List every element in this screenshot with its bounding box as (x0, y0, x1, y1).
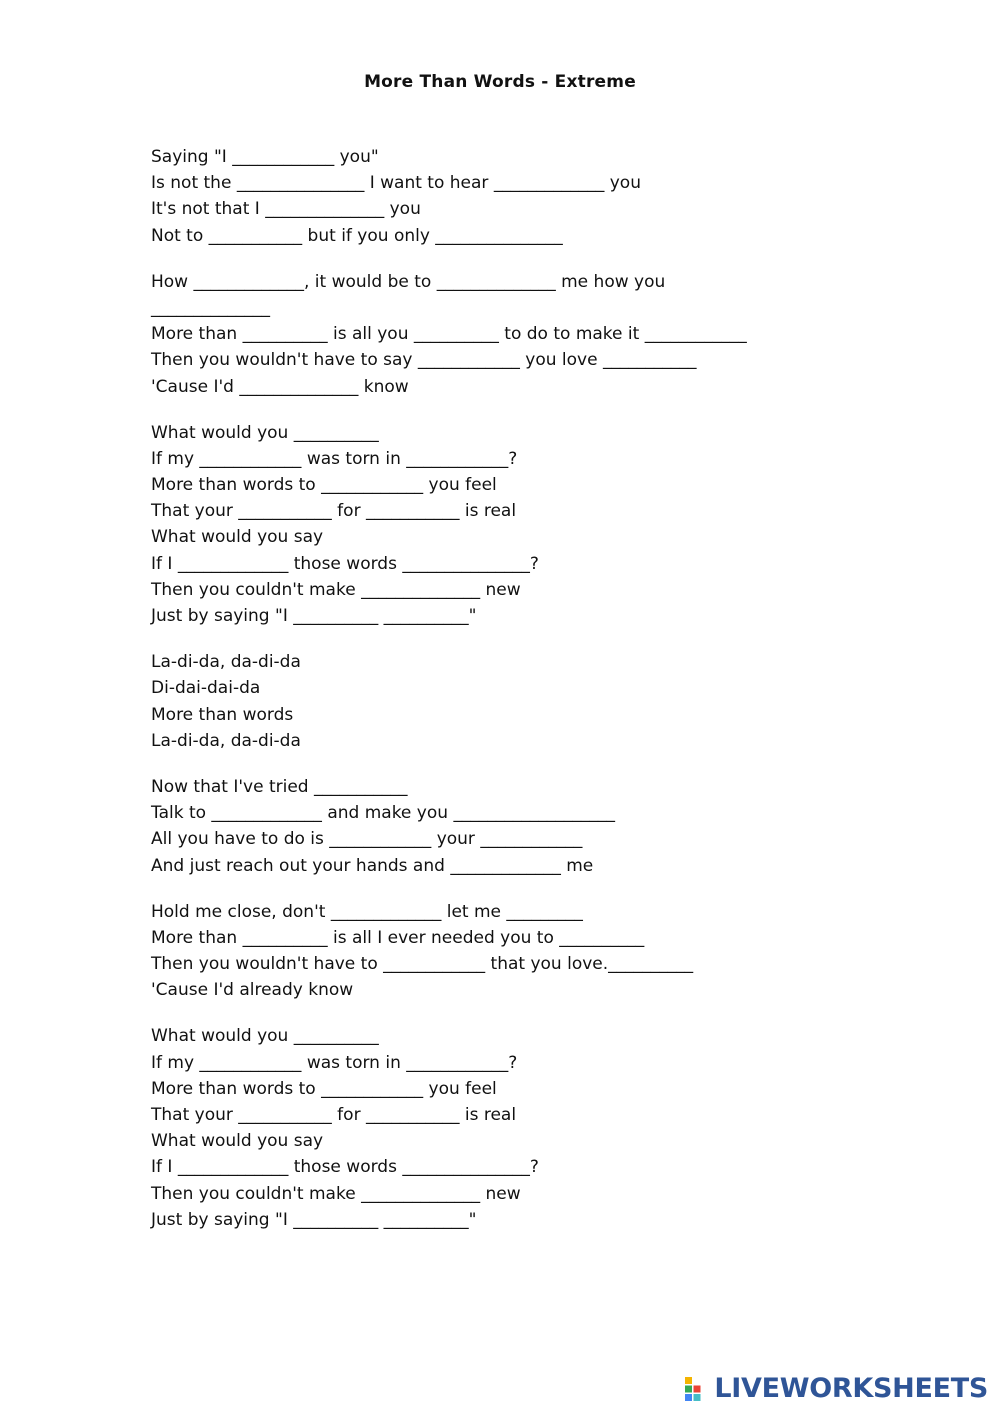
lyric-line: What would you say (151, 1131, 324, 1152)
lyric-line: That your ___________ for ___________ is real (151, 501, 517, 522)
lyric-line: Just by saying "I __________ __________" (151, 1209, 477, 1230)
lyric-line: More than words (151, 704, 294, 725)
lyric-line: What would you __________ (151, 422, 379, 443)
lyric-line: More than __________ is all I ever needed you to __________ (151, 927, 645, 948)
lyric-line: Then you couldn't make ______________ new (151, 1183, 521, 1204)
lyric-line: It's not that I ______________ you (151, 199, 421, 220)
logo-text: LIVEWORKSHEETS (714, 1373, 988, 1404)
lyric-line: If I _____________ those words _______________? (151, 553, 539, 574)
stanza (151, 649, 911, 754)
stanza (151, 1023, 911, 1233)
lyric-line: More than __________ is all you __________ to do to make it ____________ (151, 324, 747, 345)
lyric-line: Then you couldn't make ______________ new (151, 579, 521, 600)
lyric-line: What would you __________ (151, 1026, 379, 1047)
lyric-line: La-di-da, da-di-da (151, 652, 301, 673)
lyric-line: 'Cause I'd already know (151, 980, 354, 1001)
lyric-line: If my ____________ was torn in ____________? (151, 1052, 518, 1073)
lyric-line: Just by saying "I __________ __________" (151, 606, 477, 626)
liveworksheets-logo-icon (684, 1375, 710, 1403)
lyric-line: La-di-da, da-di-da (151, 730, 301, 751)
lyric-line: All you have to do is ____________ your ____________ (151, 829, 583, 850)
lyric-line: If my ____________ was torn in ____________? (151, 448, 518, 469)
lyric-line: And just reach out your hands and _____________ me (151, 855, 594, 876)
lyric-line: What would you say (151, 527, 324, 548)
lyric-line: That your ___________ for ___________ is real (151, 1105, 517, 1125)
liveworksheets-logo (684, 1373, 988, 1404)
stanza (151, 144, 911, 249)
lyric-line: More than words to ____________ you feel (151, 475, 497, 496)
lyric-line: Then you wouldn't have to say ____________ you love ___________ (151, 350, 697, 371)
lyric-line: Now that I've tried ___________ (151, 776, 408, 797)
lyric-line: Not to ___________ but if you only _______________ (151, 225, 563, 246)
lyric-line: Is not the _______________ I want to hear _____________ you (151, 173, 641, 194)
lyric-line: If I _____________ those words _______________? (151, 1157, 539, 1178)
lyric-line: Then you wouldn't have to ____________ that you love.__________ (151, 954, 694, 975)
lyric-line: Saying "I ____________ you" (151, 147, 379, 167)
lyric-line: How _____________, it would be to ______________ me how you (151, 271, 666, 292)
lyric-line: Hold me close, don't _____________ let me _________ (151, 901, 583, 922)
stanza (151, 774, 911, 879)
stanza (151, 420, 911, 630)
page-title: More Than Words - Extreme (364, 72, 636, 92)
lyric-line: Di-dai-dai-da (151, 678, 261, 699)
stanza (151, 899, 911, 1004)
lyric-line: Talk to _____________ and make you ___________________ (151, 803, 615, 824)
lyric-line: 'Cause I'd ______________ know (151, 376, 409, 397)
lyric-line: More than words to ____________ you feel (151, 1078, 497, 1099)
lyrics-body (151, 144, 911, 1253)
lyric-line: ______________ (151, 297, 270, 318)
stanza (151, 269, 911, 400)
